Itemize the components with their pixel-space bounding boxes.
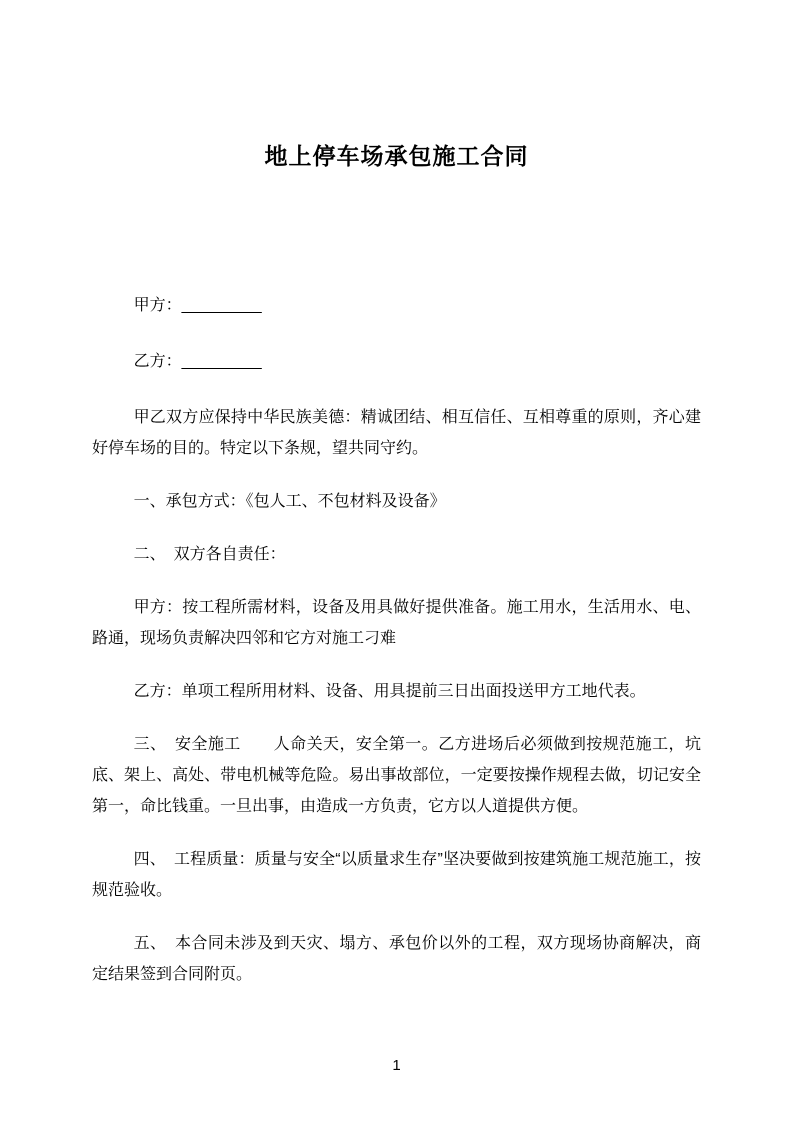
contract-paragraph: 甲乙双方应保持中华民族美德：精诚团结、相互信任、互相尊重的原则，齐心建好停车场的目的。特定以下条规，望共同守约。 [92,409,701,457]
page-number: 1 [392,1057,401,1074]
party-a-line [92,290,701,321]
contract-paragraph: 甲方：按工程所需材料，设备及用具做好提供准备。施工用水，生活用水、电、路通，现场负责解决四邻和它方对施工刁难 [92,599,701,647]
party-a-label: 甲方： [133,297,182,314]
contract-paragraph: 乙方：单项工程所用材料、设备、用具提前三日出面投送甲方工地代表。 [133,683,646,700]
party-b-blank: _________ [181,353,262,370]
document-title: 地上停车场承包施工合同 [264,143,529,169]
contract-paragraph: 一、承包方式：《包人工、不包材料及设备》 [133,493,446,510]
contract-paragraph: 五、 本合同未涉及到天灾、塌方、承包价以外的工程，双方现场协商解决，商定结果签到合同附页。 [92,935,701,983]
contract-paragraph: 四、 工程质量：质量与安全“以质量求生存”坚决要做到按建筑施工规范施工，按规范验收。 [92,851,701,899]
contract-body [92,402,701,990]
party-a-blank: _________ [181,297,262,314]
contract-paragraph: 二、 双方各自责任： [133,546,286,563]
party-b-label: 乙方： [133,353,182,370]
party-b-line [92,346,701,377]
contract-paragraph: 三、 安全施工 人命关天，安全第一。乙方进场后必须做到按规范施工，坑底、架上、高处、带电机械等危险。易出事故部位，一定要按操作规程去做，切记安全第一，命比钱重。一旦出事，由造成一方负责，它方以人道提供方便。 [92,736,701,815]
